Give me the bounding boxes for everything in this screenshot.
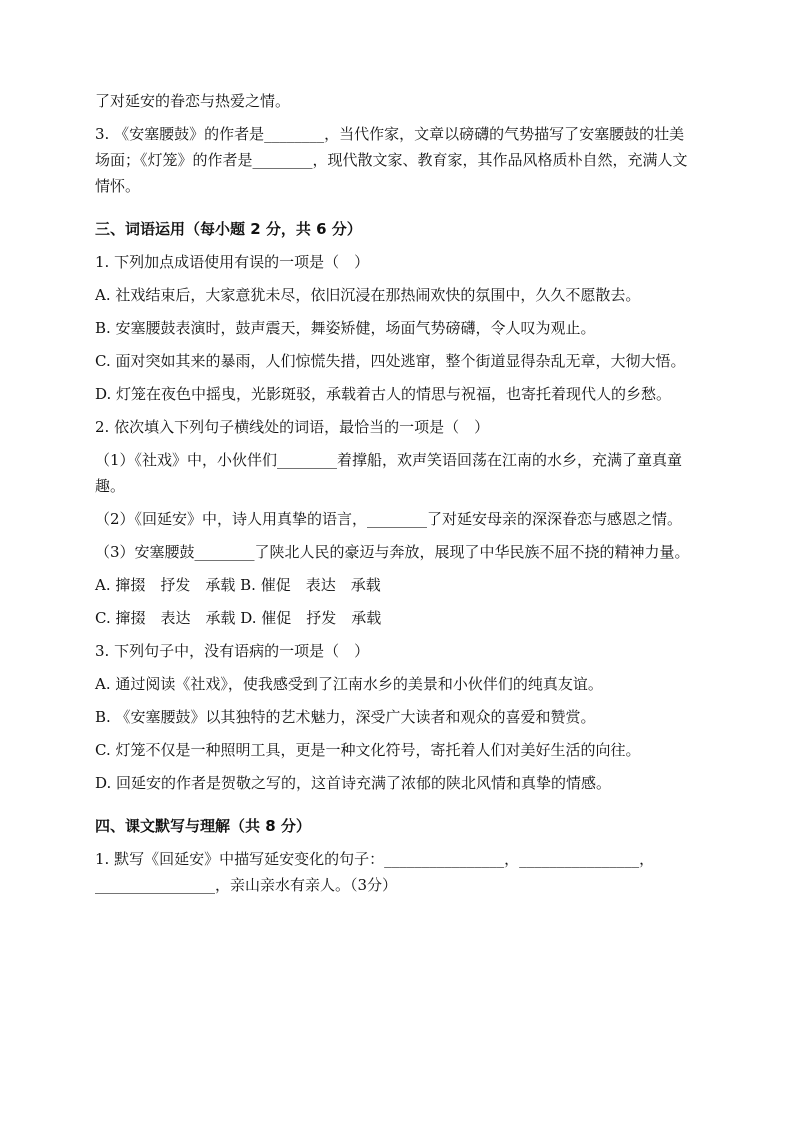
question-3-stem: 3. 下列句子中，没有语病的一项是（ ） <box>95 642 370 660</box>
question-3-option-b: B. 《安塞腰鼓》以其独特的艺术魅力，深受广大读者和观众的喜爱和赞赏。 <box>95 708 596 726</box>
recitation-question-1: 1. 默写《回延安》中描写延安变化的句子：________________，________________，________________，亲山亲水有亲人。（3分） <box>95 850 655 894</box>
question-2-sentence-3: （3）安塞腰鼓________了陕北人民的豪迈与奔放，展现了中华民族不屈不挠的精神力量。 <box>95 543 690 561</box>
question-1-stem: 1. 下列加点成语使用有误的一项是（ ） <box>95 253 370 271</box>
question-1-option-c: C. 面对突如其来的暴雨，人们惊慌失措，四处逃窜，整个街道显得杂乱无章，大彻大悟。 <box>95 352 686 370</box>
question-2-sentence-1: （1）《社戏》中，小伙伴们________着撑船，欢声笑语回荡在江南的水乡，充满了童真童趣。 <box>95 451 683 495</box>
question-1-option-a: A. 社戏结束后，大家意犹未尽，依旧沉浸在那热闹欢快的氛围中，久久不愿散去。 <box>95 286 641 304</box>
fill-blank-question-3: 3. 《安塞腰鼓》的作者是________，当代作家，文章以磅礴的气势描写了安塞腰鼓的壮美场面；《灯笼》的作者是________，现代散文家、教育家，其作品风格质朴自然，充满人文情怀。 <box>95 125 688 195</box>
continuation-text: 了对延安的眷恋与热爱之情。 <box>95 92 291 110</box>
question-3-option-d: D. 回延安的作者是贺敬之写的，这首诗充满了浓郁的陕北风情和真挚的情感。 <box>95 774 612 792</box>
question-1-option-b: B. 安塞腰鼓表演时，鼓声震天，舞姿矫健，场面气势磅礴，令人叹为观止。 <box>95 319 596 337</box>
section-3-title: 三、词语运用（每小题 2 分，共 6 分） <box>95 220 362 238</box>
question-3-option-a: A. 通过阅读《社戏》，使我感受到了江南水乡的美景和小伙伴们的纯真友谊。 <box>95 675 603 693</box>
question-2-choices-ab: A. 撺掇 抒发 承载 B. 催促 表达 承载 <box>95 576 381 594</box>
question-2-stem: 2. 依次填入下列句子横线处的词语，最恰当的一项是（ ） <box>95 418 490 436</box>
question-2-choices-cd: C. 撺掇 表达 承载 D. 催促 抒发 承载 <box>95 609 382 627</box>
question-1-option-d: D. 灯笼在夜色中摇曳，光影斑驳，承载着古人的情思与祝福，也寄托着现代人的乡愁。 <box>95 385 672 403</box>
section-4-title: 四、课文默写与理解（共 8 分） <box>95 817 311 835</box>
question-3-option-c: C. 灯笼不仅是一种照明工具，更是一种文化符号，寄托着人们对美好生活的向往。 <box>95 741 641 759</box>
question-2-sentence-2: （2）《回延安》中，诗人用真挚的语言，________了对延安母亲的深深眷恋与感恩之情。 <box>95 510 683 528</box>
exam-page <box>95 88 698 905</box>
